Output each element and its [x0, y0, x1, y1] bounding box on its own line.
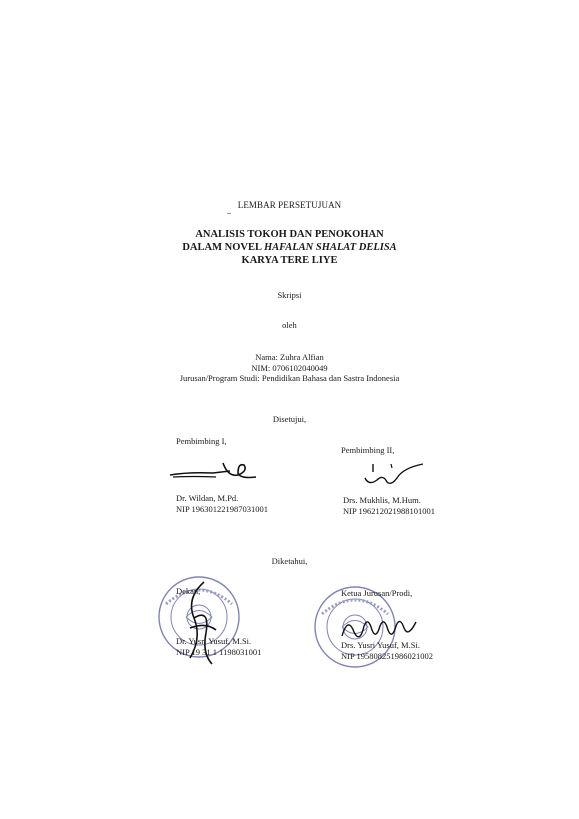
- title-line-2-prefix: DALAM NOVEL: [182, 242, 265, 253]
- author-program: Jurusan/Program Studi: Pendidikan Bahasa dan Sastra Indonesia: [179, 373, 400, 383]
- head-role: Ketua Jurusan/Prodi,: [341, 588, 413, 598]
- document-type: Skripsi: [277, 290, 302, 300]
- advisor1-name: Dr. Wildan, M.Pd.: [176, 493, 239, 503]
- author-nim: NIM: 0706102040049: [251, 362, 328, 373]
- thesis-title: [0, 228, 579, 267]
- advisor1-signature: [168, 455, 268, 485]
- title-line-1: ANALISIS TOKOH DAN PENOKOHAN: [195, 229, 384, 240]
- advisor2-signature: [355, 458, 435, 490]
- title-line-3: KARYA TERE LIYE: [241, 255, 338, 266]
- advisor2-info: [343, 495, 435, 516]
- head-nip: NIP 195808251986021002: [341, 650, 434, 661]
- acknowledged-label: Diketahui,: [271, 556, 308, 566]
- title-line-2: [0, 241, 579, 254]
- dean-info: [176, 636, 261, 657]
- novel-title: HAFALAN SHALAT DELISA: [264, 242, 397, 253]
- dean-nip: NIP 19 31 1 1198031001: [176, 646, 262, 657]
- author-name: Nama: Zuhra Alfian: [255, 352, 324, 362]
- author-block: [0, 352, 579, 384]
- head-signature: [338, 608, 428, 644]
- dean-name: Dr. Yusri Yusuf, M.Si.: [176, 636, 252, 646]
- advisor1-role: Pembimbing I,: [176, 436, 227, 446]
- dean-role: Dekan,: [176, 586, 201, 596]
- page-heading: LEMBAR PERSETUJUAN: [237, 200, 342, 210]
- head-name: Drs. Yusri Yusuf, M.Si.: [341, 640, 420, 650]
- advisor1-nip: NIP 196301221987031001: [176, 503, 269, 514]
- by-label: oleh: [282, 320, 297, 330]
- advisor2-nip: NIP 196212021988101001: [343, 505, 436, 516]
- approved-label: Disetujui,: [272, 414, 307, 424]
- scan-mark: [227, 213, 231, 214]
- advisor2-name: Drs. Mukhlis, M.Hum.: [343, 495, 421, 505]
- advisor1-info: [176, 493, 268, 514]
- head-info: [341, 640, 433, 661]
- advisor2-role: Pembimbing II,: [341, 445, 395, 455]
